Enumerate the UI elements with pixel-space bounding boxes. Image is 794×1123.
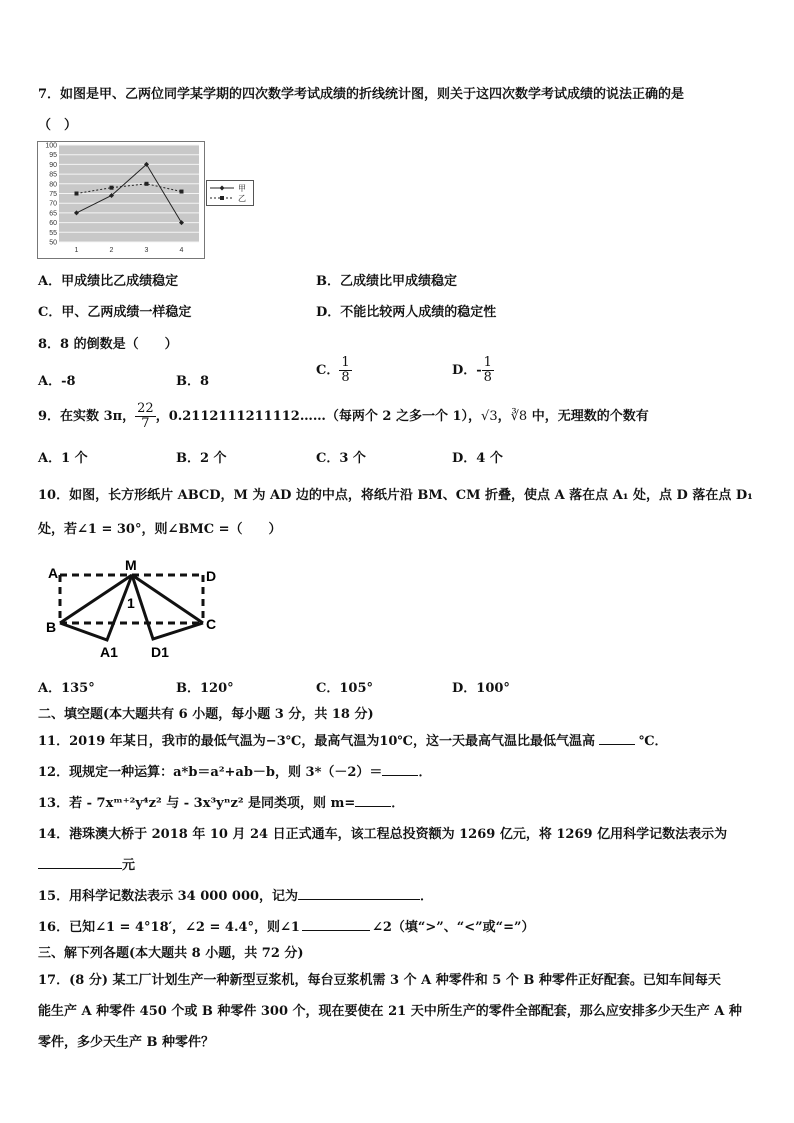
label-c: C [206, 616, 217, 632]
q16-blank [302, 918, 370, 931]
point-yi-3 [145, 182, 149, 186]
q16-text-pre: 16．已知∠1 = 4°18′，∠2 = 4.4°，则∠1 [38, 920, 300, 935]
q7-option-a: A．甲成绩比乙成绩稳定 [38, 274, 179, 289]
q13-end: ． [391, 796, 405, 811]
legend-frame [207, 181, 254, 206]
y-tick-95: 95 [49, 152, 57, 160]
q8-option-a: A．-8 [38, 374, 76, 389]
denominator: 8 [483, 370, 492, 385]
q9-cbrt8: ∛8 [510, 409, 528, 424]
x-tick-4: 4 [179, 247, 184, 254]
q14-blank [38, 856, 122, 869]
q9-option-c: C．3 个 [316, 451, 366, 466]
q11 [38, 730, 668, 749]
q8-stem: 8．8 的倒数是（ ） [38, 337, 178, 352]
segment-cm [132, 575, 203, 623]
q7-option-d: D．不能比较两人成绩的稳定性 [316, 305, 497, 320]
q8-option-d-fraction [482, 356, 494, 385]
q9-option-d: D．4 个 [452, 451, 503, 466]
q8-option-d-label: D．- [452, 363, 482, 378]
q11-unit: ℃． [638, 734, 668, 749]
x-tick-3: 3 [144, 247, 149, 254]
q13-text: 13．若 - 7xᵐ⁺²y⁴z² 与 - 3x³yⁿz² 是同类项，则 m= [38, 796, 356, 811]
y-tick-90: 90 [49, 161, 57, 169]
q17-line-1: 17．(8 分) 某工厂计划生产一种新型豆浆机，每台豆浆机需 3 个 A 种零件和 5 个 B 种零件正好配套。已知车间每天 [38, 973, 721, 988]
q9-stem [38, 402, 649, 431]
q12-blank [382, 763, 418, 776]
q8-option-c-label: C． [316, 363, 340, 378]
numerator: 22 [137, 401, 154, 416]
q9-fraction [135, 402, 156, 431]
q9-sqrt3: √3 [481, 409, 498, 424]
q9-sep: ， [497, 409, 511, 424]
x-tick-1: 1 [74, 247, 79, 254]
y-tick-65: 65 [49, 210, 57, 218]
q10-line-1: 10．如图，长方形纸片 ABCD，M 为 AD 边的中点，将纸片沿 BM、CM 折叠，使点 A 落在点 A₁ 处，点 D 落在点 D₁ [38, 488, 753, 503]
y-tick-100: 100 [45, 142, 57, 150]
q8-option-d [452, 356, 494, 385]
label-b: B [46, 619, 57, 635]
q10-line-2: 处，若∠1 = 30°，则∠BMC =（ ） [38, 522, 282, 537]
q9-text-post: 中，无理数的个数有 [527, 409, 649, 424]
label-angle-1: 1 [127, 595, 135, 611]
q12-text: 12．现规定一种运算：a*b＝a²+ab－b，则 3*（－2）＝ [38, 765, 383, 780]
q7-paren: （ ） [38, 118, 78, 133]
q15-blank [298, 887, 420, 900]
q16 [38, 916, 534, 935]
y-tick-50: 50 [49, 239, 57, 247]
numerator: 1 [483, 355, 492, 370]
q9-option-a: A．1 个 [38, 451, 88, 466]
denominator: 8 [341, 370, 350, 385]
section-3-heading: 三、解下列各题(本大题共 8 小题，共 72 分) [38, 946, 304, 961]
q10-option-a: A．135° [38, 681, 95, 696]
q10-option-c: C．105° [316, 681, 373, 696]
legend-marker-yi [220, 196, 224, 200]
q11-blank [599, 732, 635, 745]
q10-option-d: D．100° [452, 681, 510, 696]
q14-line-2 [38, 854, 135, 873]
q10-fold-figure [40, 556, 230, 662]
legend-label-jia: 甲 [238, 184, 246, 193]
q8-option-b: B．8 [176, 374, 210, 389]
q15-text: 15．用科学记数法表示 34 000 000，记为 [38, 889, 299, 904]
label-a: A [48, 565, 59, 581]
y-tick-70: 70 [49, 200, 57, 208]
q15-end: ． [420, 889, 434, 904]
q12-end: ． [418, 765, 432, 780]
y-tick-75: 75 [49, 191, 57, 198]
y-tick-60: 60 [49, 220, 57, 228]
y-tick-55: 55 [49, 229, 57, 237]
q7-stem: 7．如图是甲、乙两位同学某学期的四次数学考试成绩的折线统计图，则关于这四次数学考试成绩的说法正确的是 [38, 87, 685, 102]
point-yi-4 [180, 190, 184, 194]
denominator: 7 [141, 416, 150, 431]
q8-option-c-fraction [339, 356, 351, 385]
q7-line-chart [37, 141, 205, 259]
q12 [38, 761, 431, 780]
q10-option-b: B．120° [176, 681, 234, 696]
section-2-heading: 二、填空题(本大题共有 6 小题，每小题 3 分，共 18 分) [38, 707, 374, 722]
label-m: M [125, 557, 137, 573]
numerator: 1 [341, 355, 350, 370]
q8-option-c [316, 356, 352, 385]
legend-label-yi: 乙 [238, 194, 246, 203]
q16-text-post: ∠2（填“>”、“<”或“=”） [371, 920, 535, 935]
q9-text-mid: ，0.2112111211112……（每两个 2 之多一个 1）， [155, 409, 482, 424]
folded-d1 [132, 575, 203, 639]
q7-chart-legend-box [206, 180, 254, 206]
q17-line-2: 能生产 A 种零件 450 个或 B 种零件 300 个，现在要使在 21 天中所生产的零件全部配套，那么应安排多少天生产 A 种 [38, 1004, 742, 1019]
label-d: D [206, 568, 217, 584]
y-tick-85: 85 [49, 171, 57, 179]
point-yi-1 [75, 192, 79, 196]
q17-line-3: 零件，多少天生产 B 种零件？ [38, 1035, 215, 1050]
q9-option-b: B．2 个 [176, 451, 227, 466]
label-a1: A1 [100, 644, 118, 660]
y-tick-80: 80 [49, 181, 57, 189]
q14-line-1: 14．港珠澳大桥于 2018 年 10 月 24 日正式通车，该工程总投资额为 1269 亿元，将 1269 亿用科学记数法表示为 [38, 827, 728, 842]
q13 [38, 792, 404, 811]
folded-a1 [60, 575, 132, 640]
x-tick-2: 2 [109, 247, 114, 254]
q7-option-b: B．乙成绩比甲成绩稳定 [316, 274, 457, 289]
q9-text-pre: 9．在实数 3π， [38, 409, 136, 424]
q13-blank [355, 794, 391, 807]
point-yi-2 [110, 186, 114, 190]
q14-unit: 元 [122, 858, 136, 873]
q15 [38, 885, 433, 904]
q11-text: 11．2019 年某日，我市的最低气温为−3℃，最高气温为10℃，这一天最高气温比最低气温高 [38, 734, 595, 749]
q7-option-c: C．甲、乙两成绩一样稳定 [38, 305, 192, 320]
label-d1: D1 [151, 644, 169, 660]
